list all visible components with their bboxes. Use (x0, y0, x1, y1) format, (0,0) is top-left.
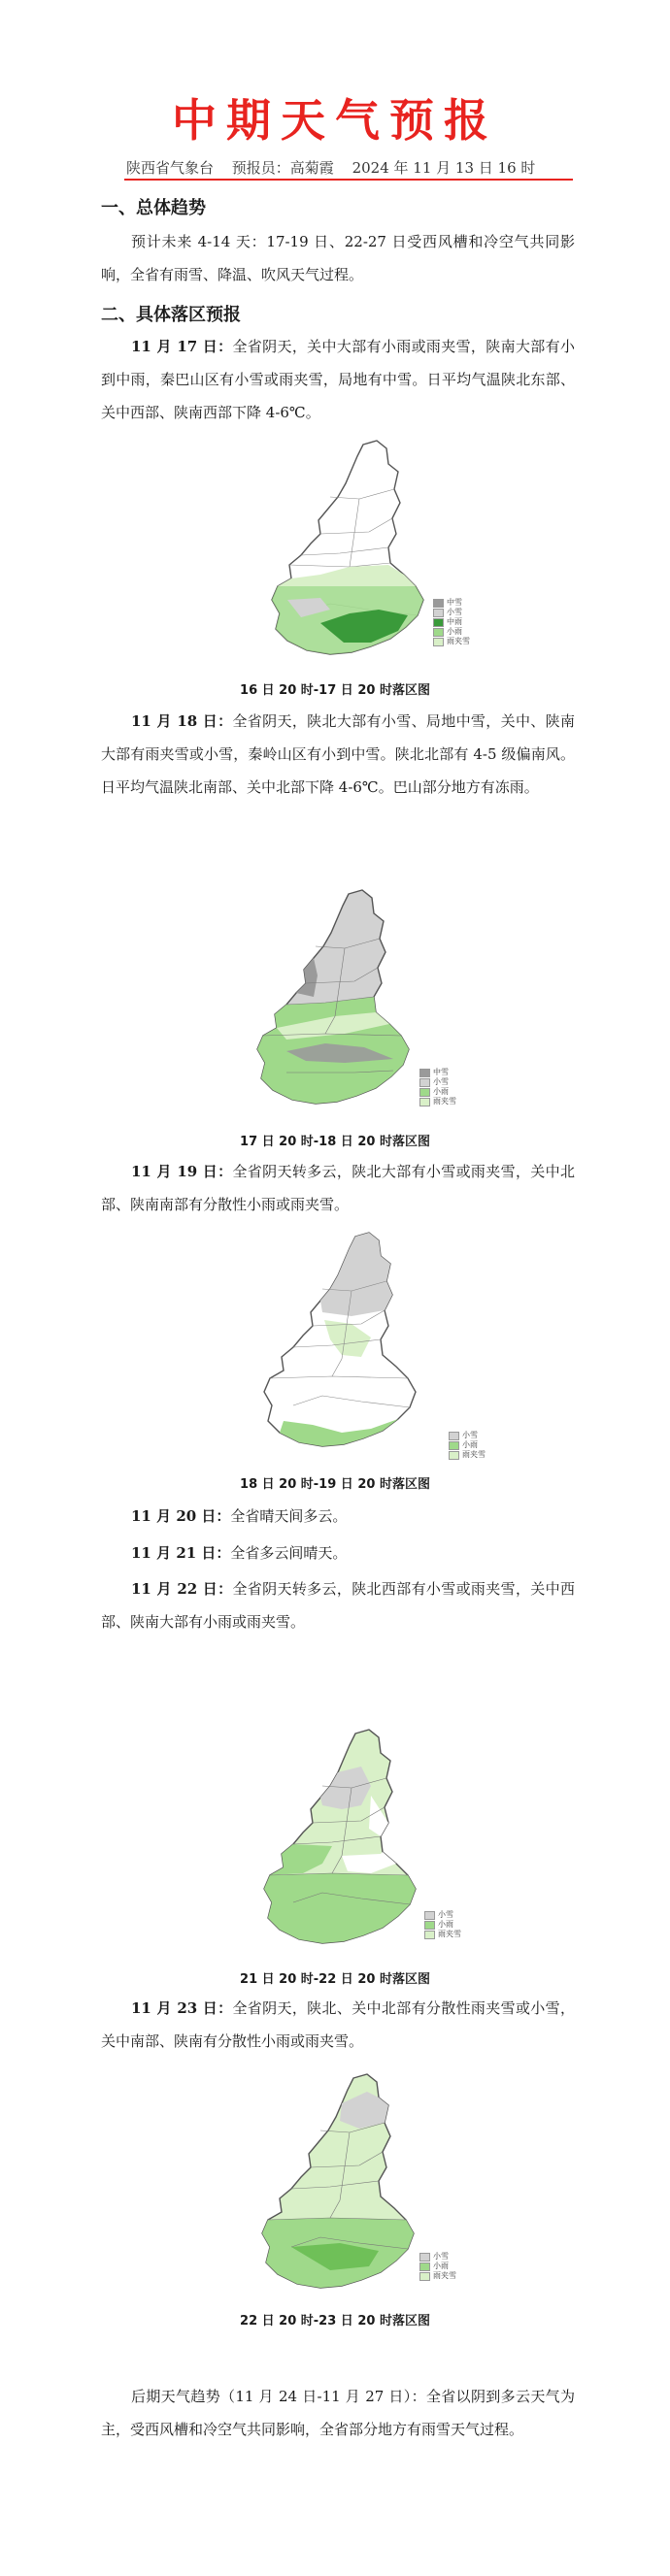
legend-22-2: 雨夹雪 (438, 1930, 461, 1938)
legend-19-2: 雨夹雪 (462, 1450, 486, 1459)
legend-17-1: 小雪 (447, 608, 462, 616)
day-18-paragraph (101, 705, 575, 804)
forecast-map-17 (262, 439, 427, 662)
forecast-map-19 (254, 1231, 419, 1454)
legend-22 (424, 1910, 461, 1939)
legend-17-0: 中雪 (447, 598, 462, 607)
day-19-paragraph (101, 1155, 575, 1221)
overall-heading: 一、总体趋势 (101, 198, 206, 218)
legend-17 (433, 598, 470, 646)
day-20-paragraph (101, 1500, 575, 1533)
map-caption-22: 21 日 20 时-22 日 20 时落区图 (240, 1972, 430, 1987)
day-20-date: 11 月 20 日： (131, 1507, 231, 1525)
map-caption-17: 16 日 20 时-17 日 20 时落区图 (240, 683, 430, 698)
legend-17-4: 雨夹雪 (447, 637, 470, 645)
forecast-map-18 (248, 888, 413, 1111)
header-divider (124, 179, 573, 181)
overall-text: 预计未来 4-14 天：17-19 日、22-27 日受西风槽和冷空气共同影响，全省有雨雪、降温、吹风天气过程。 (101, 233, 575, 283)
report-title: 中期天气预报 (172, 94, 498, 147)
legend-17-2: 中雨 (447, 617, 462, 626)
day-23-text: 全省阴天，陕北、关中北部有分散性雨夹雪或小雪，关中南部、陕南有分散性小雨或雨夹雪。 (101, 1999, 575, 2050)
outlook-label: 后期天气趋势（11 月 24 日-11 月 27 日）： (131, 2388, 426, 2405)
legend-18-1: 小雪 (433, 1077, 449, 1086)
day-22-date: 11 月 22 日： (131, 1580, 233, 1598)
legend-19-1: 小雨 (462, 1440, 478, 1449)
report-meta (126, 157, 563, 178)
map-caption-18: 17 日 20 时-18 日 20 时落区图 (240, 1135, 430, 1149)
legend-18-3: 雨夹雪 (433, 1097, 456, 1106)
legend-18-2: 小雨 (433, 1087, 449, 1096)
legend-19 (449, 1431, 486, 1460)
day-19-text: 全省阴天转多云，陕北大部有小雪或雨夹雪，关中北部、陕南南部有分散性小雨或雨夹雪。 (101, 1163, 575, 1213)
forecast-map-22 (254, 1728, 419, 1951)
day-21-paragraph (101, 1536, 575, 1569)
day-20-text: 全省晴天间多云。 (230, 1507, 348, 1525)
day-17-text: 全省阴天，关中大部有小雨或雨夹雪，陕南大部有小到中雨，秦巴山区有小雪或雨夹雪，局地有中雪。日平均气温陕北东部、关中西部、陕南西部下降 4-6℃。 (101, 338, 575, 421)
day-17-paragraph (101, 330, 575, 429)
day-22-paragraph (101, 1572, 575, 1638)
day-21-text: 全省多云间晴天。 (230, 1544, 348, 1562)
forecast-map-23 (252, 2072, 418, 2295)
detail-heading: 二、具体落区预报 (101, 305, 241, 325)
legend-23-0: 小雪 (433, 2252, 449, 2261)
issuing-org: 陕西省气象台 (126, 159, 215, 177)
legend-17-3: 小雨 (447, 627, 462, 636)
outlook-paragraph (101, 2380, 575, 2446)
day-17-date: 11 月 17 日： (131, 338, 233, 355)
legend-22-0: 小雪 (438, 1910, 453, 1919)
day-18-text: 全省阴天，陕北大部有小雪、局地中雪，关中、陕南大部有雨夹雪或小雪，秦岭山区有小到中雪。陕北北部有 4-5 级偏南风。日平均气温陕北南部、关中北部下降 4-6℃。巴山部分地方有冻雨。 (101, 712, 575, 796)
legend-22-1: 小雨 (438, 1920, 453, 1929)
legend-18-0: 中雪 (433, 1068, 449, 1076)
day-22-text: 全省阴天转多云，陕北西部有小雪或雨夹雪，关中西部、陕南大部有小雨或雨夹雪。 (101, 1580, 575, 1631)
legend-23-1: 小雨 (433, 2262, 449, 2270)
map-caption-23: 22 日 20 时-23 日 20 时落区图 (240, 2314, 430, 2328)
legend-23 (419, 2252, 456, 2281)
forecaster-name: 预报员：高菊霞 (231, 159, 334, 177)
day-23-date: 11 月 23 日： (131, 1999, 233, 2017)
day-18-date: 11 月 18 日： (131, 712, 233, 730)
outlook-text: 全省以阴到多云天气为主，受西风槽和冷空气共同影响，全省部分地方有雨雪天气过程。 (101, 2388, 575, 2438)
issue-datetime: 2024 年 11 月 13 日 16 时 (352, 159, 536, 177)
day-23-paragraph (101, 1992, 575, 2058)
legend-19-0: 小雪 (462, 1431, 478, 1439)
day-19-date: 11 月 19 日： (131, 1163, 233, 1180)
day-21-date: 11 月 21 日： (131, 1544, 231, 1562)
map-caption-19: 18 日 20 时-19 日 20 时落区图 (240, 1477, 430, 1492)
legend-23-2: 雨夹雪 (433, 2271, 456, 2280)
legend-18 (419, 1068, 456, 1106)
